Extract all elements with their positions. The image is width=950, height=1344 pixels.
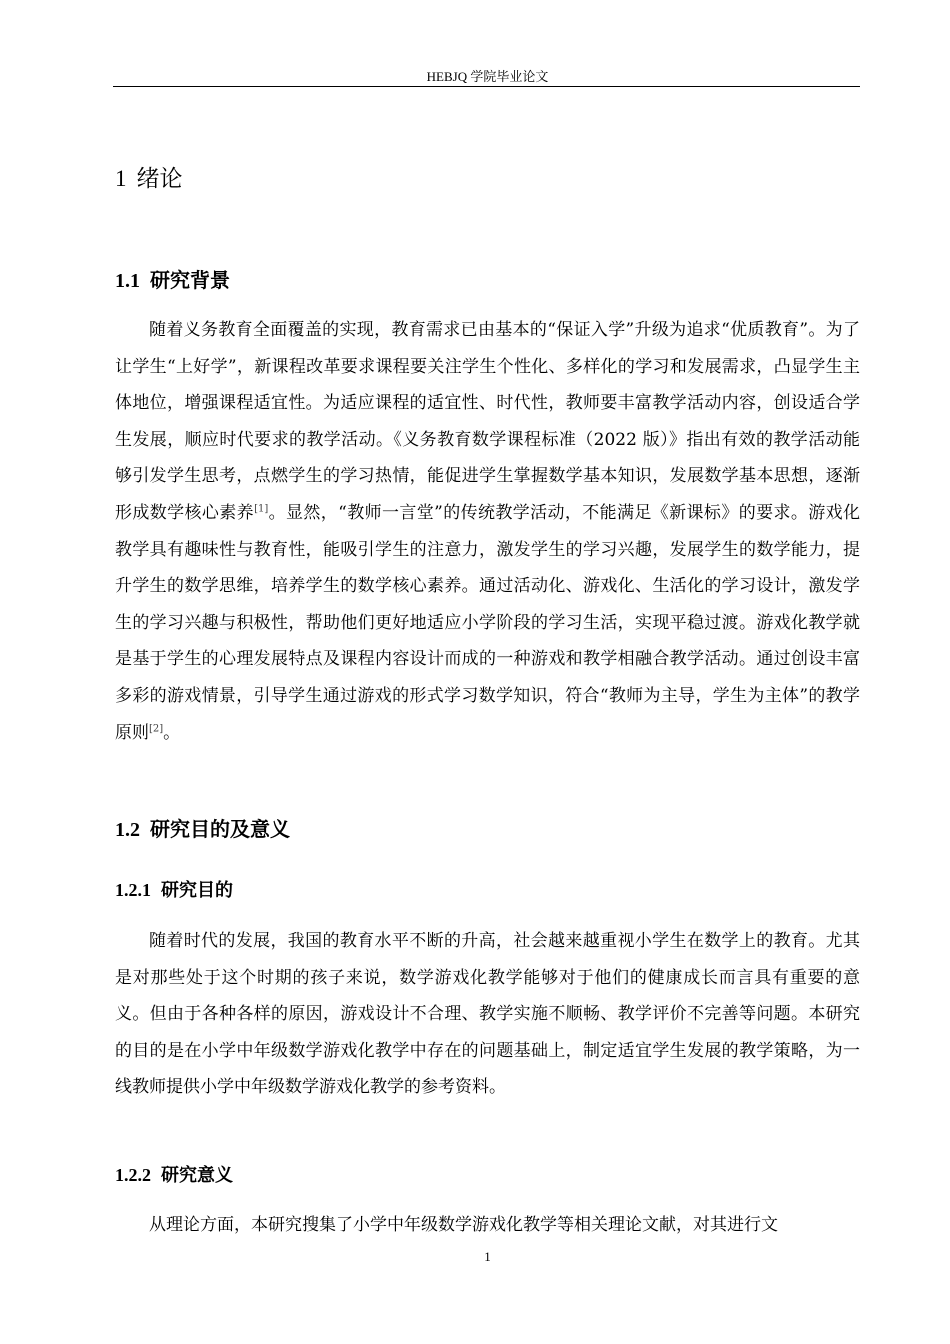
- chapter-heading: [115, 160, 183, 193]
- running-header: HEBJQ 学院毕业论文: [426, 69, 549, 84]
- chapter-number: 1: [115, 166, 127, 191]
- background-paragraph: [115, 312, 860, 751]
- subsection-title: 研究目的: [161, 880, 233, 901]
- subsection-number: 1.2.2: [115, 1165, 151, 1185]
- section-title: 研究目的及意义: [150, 817, 290, 841]
- section-heading-1-1: [115, 264, 230, 293]
- citation-2[interactable]: [2]: [149, 722, 164, 734]
- section-heading-1-2: [115, 813, 290, 842]
- section-number: 1.2: [115, 819, 140, 841]
- subsection-heading-1-2-2: [115, 1161, 233, 1187]
- subsection-title: 研究意义: [161, 1165, 233, 1186]
- subsection-number: 1.2.1: [115, 880, 151, 900]
- citation-1[interactable]: [1]: [254, 503, 269, 515]
- section-title: 研究背景: [150, 268, 230, 292]
- header-divider: [113, 86, 860, 87]
- paragraph-text: 。显然，“教师一言堂”的传统教学活动，不能满足《新课标》的要求。游戏化教学具有趣味性与教育性，能吸引学生的注意力，激发学生的学习兴趣，发展学生的数学能力，提升学生的数学思维，培养学生的数学核心素养。通过活动化、游戏化、生活化的学习设计，激发学生的学习兴趣与积极性，帮助他们更好地适应小学阶段的学习生活，实现平稳过渡。游戏化教学就是基于学生的心理发展特点及课程内容设计而成的一种游戏和教学相融合教学活动。通过创设丰富多彩的游戏情景，引导学生通过游戏的形式学习数学知识，符合“教师为主导，学生为主体”的教学原则: [115, 502, 860, 743]
- significance-paragraph: 从理论方面，本研究搜集了小学中年级数学游戏化教学等相关理论文献，对其进行文: [149, 1215, 778, 1235]
- subsection-heading-1-2-1: [115, 876, 233, 902]
- page-number: 1: [484, 1249, 491, 1264]
- purpose-paragraph: 随着时代的发展，我国的教育水平不断的升高，社会越来越重视小学生在数学上的教育。尤其是对那些处于这个时期的孩子来说，数学游戏化教学能够对于他们的健康成长而言具有重要的意义。但由于各种各样的原因，游戏设计不合理、教学实施不顺畅、教学评价不完善等问题。本研究的目的是在小学中年级数学游戏化教学中存在的问题基础上，制定适宜学生发展的教学策略，为一线教师提供小学中年级数学游戏化教学的参考资料。: [115, 931, 860, 1098]
- section-number: 1.1: [115, 270, 140, 292]
- chapter-title: 绪论: [136, 166, 183, 192]
- paragraph-text: 随着义务教育全面覆盖的实现，教育需求已由基本的“保证入学”升级为追求“优质教育”。为了让学生“上好学”，新课程改革要求课程要关注学生个性化、多样化的学习和发展需求，凸显学生主体地位，增强课程适宜性。为适应课程的适宜性、时代性，教师要丰富教学活动内容，创设适合学生发展，顺应时代要求的教学活动。《义务教育数学课程标准（2022 版）》指出有效的教学活动能够引发学生思考，点燃学生的学习热情，能促进学生掌握数学基本知识，发展数学基本思想，逐渐形成数学核心素养: [115, 320, 860, 523]
- paragraph-text: 。: [163, 722, 181, 743]
